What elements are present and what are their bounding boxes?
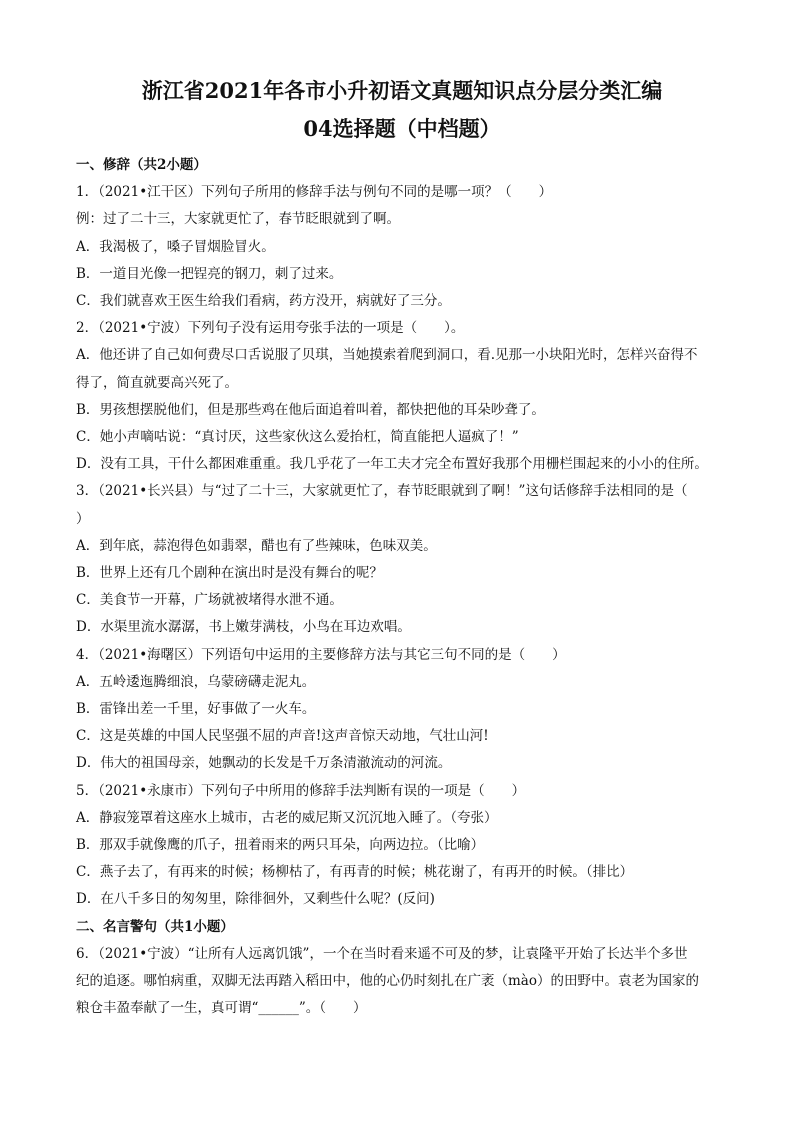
question-2-option-a-cont: 得了，简直就要高兴死了。 bbox=[76, 374, 238, 391]
question-4-stem: 4．（2021•海曙区）下列语句中运用的主要修辞方法与其它三句不同的是（ ） bbox=[76, 646, 566, 663]
question-4-option-a: A．五岭逶迤腾细浪，乌蒙磅礴走泥丸。 bbox=[76, 673, 316, 690]
question-6-stem-cont2: 粮仓丰盈奉献了一生，真可谓“______”。（ ） bbox=[76, 1000, 367, 1017]
question-4-option-c: C．这是英雄的中国人民坚强不屈的声音!这声音惊天动地，气壮山河! bbox=[76, 728, 489, 745]
question-2-stem: 2．（2021•宁波）下列句子没有运用夸张手法的一项是（ ）。 bbox=[76, 320, 465, 337]
question-5-stem: 5．（2021•永康市）下列句子中所用的修辞手法判断有误的一项是（ ） bbox=[76, 782, 526, 799]
question-4-option-b: B．雷锋出差一千里，好事做了一火车。 bbox=[76, 701, 316, 718]
question-1-option-c: C．我们就喜欢王医生给我们看病，药方没开，病就好了三分。 bbox=[76, 293, 451, 310]
question-1-option-a: A．我渴极了，嗓子冒烟脸冒火。 bbox=[76, 238, 275, 255]
question-1-stem: 1．（2021•江干区）下列句子所用的修辞手法与例句不同的是哪一项？（ ） bbox=[76, 184, 553, 201]
question-5-option-d: D．在八千多日的匆匆里，除徘徊外，又剩些什么呢？(反问) bbox=[76, 891, 435, 908]
question-list bbox=[76, 152, 728, 1023]
question-2-option-d: D．没有工具，干什么都困难重重。我几乎花了一年工夫才完全布置好我那个用栅栏围起来的小小的住所。 bbox=[76, 456, 708, 473]
question-4-option-d: D．伟大的祖国母亲，她飘动的长发是千万条清澈流动的河流。 bbox=[76, 755, 452, 772]
question-3-option-d: D．水渠里流水潺潺，书上嫩芽满枝，小鸟在耳边欢唱。 bbox=[76, 619, 411, 636]
question-6-stem-cont1: 纪的追逐。哪怕病重，双脚无法再踏入稻田中，他的心仍时刻扎在广袤（mào）的田野中。袁老为国家的 bbox=[76, 973, 699, 990]
question-1-example: 例：过了二十三，大家就更忙了，春节眨眼就到了啊。 bbox=[76, 211, 400, 228]
section-heading-quotes: 二、名言警句（共1小题） bbox=[76, 918, 234, 935]
question-3-stem-cont: ） bbox=[76, 510, 90, 527]
question-5-option-b: B．那双手就像鹰的爪子，扭着雨来的两只耳朵，向两边拉。（比喻） bbox=[76, 837, 485, 854]
question-6-stem: 6．（2021•宁波）“让所有人远离饥饿”，一个在当时看来遥不可及的梦，让袁隆平开始了长达半个多世 bbox=[76, 945, 688, 962]
question-5-option-c: C．燕子去了，有再来的时候；杨柳枯了，有再青的时候；桃花谢了，有再开的时候。（排比） bbox=[76, 864, 634, 881]
document-title: 浙江省2021年各市小升初语文真题知识点分层分类汇编 bbox=[141, 78, 663, 103]
question-3-option-b: B．世界上还有几个剧种在演出时是没有舞台的呢？ bbox=[76, 565, 383, 582]
question-2-option-c: C．她小声嘀咕说：“真讨厌，这些家伙这么爱抬杠，简直能把人逼疯了！” bbox=[76, 429, 519, 446]
question-2-option-a: A．他还讲了自己如何费尽口舌说服了贝琪，当她摸索着爬到洞口，看.见那一小块阳光时，怎样兴奋得不 bbox=[76, 347, 698, 364]
question-1-option-b: B．一道目光像一把锃亮的钢刀，刺了过来。 bbox=[76, 265, 343, 282]
section-heading-rhetoric: 一、修辞（共2小题） bbox=[76, 157, 207, 173]
question-5-option-a: A．静寂笼罩着这座水上城市，古老的威尼斯又沉沉地入睡了。（夸张） bbox=[76, 809, 498, 826]
question-3-stem: 3．（2021•长兴县）与“过了二十三，大家就更忙了，春节眨眼就到了啊！”这句话修辞手法相同的是（ bbox=[76, 483, 688, 500]
question-2-option-b: B．男孩想摆脱他们，但是那些鸡在他后面追着叫着，都快把他的耳朵吵聋了。 bbox=[76, 401, 545, 418]
document-subtitle: 04选择题（中档题） bbox=[303, 116, 501, 141]
question-3-option-c: C．美食节一开幕，广场就被堵得水泄不通。 bbox=[76, 592, 343, 609]
question-3-option-a: A．到年底，蒜泡得色如翡翠，醋也有了些辣味，色味双美。 bbox=[76, 537, 437, 554]
